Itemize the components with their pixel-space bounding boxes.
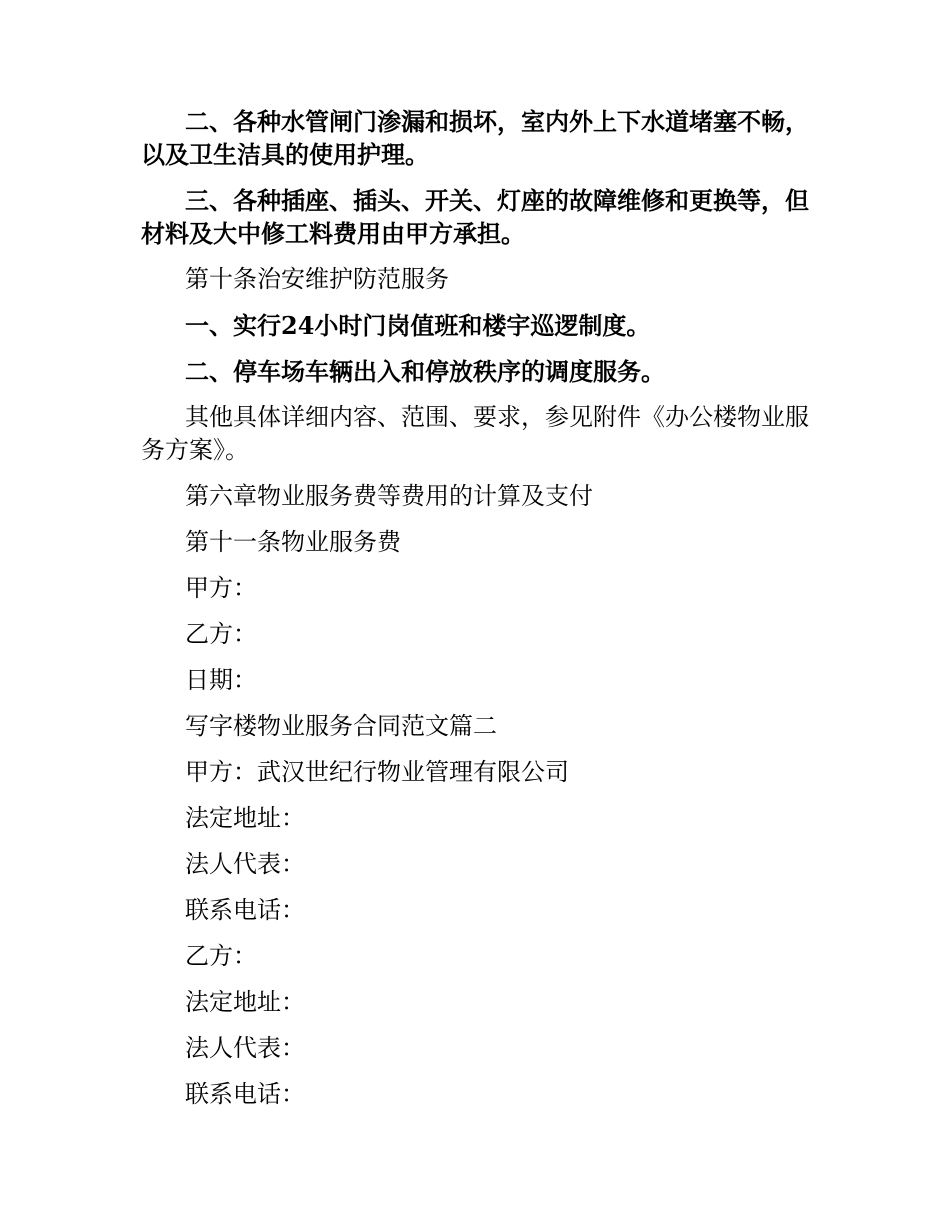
party-b-label: 乙方： (185, 942, 257, 970)
signature-party-b: 乙方： (185, 620, 257, 648)
paragraph-guard-duty: 一、实行24小时门岗值班和楼宇巡逻制度。 (185, 311, 651, 340)
party-a-legal-representative: 法人代表： (185, 850, 305, 878)
party-a-phone: 联系电话： (185, 896, 305, 924)
party-b-legal-address: 法定地址： (185, 988, 305, 1016)
section-title-sample-2: 写字楼物业服务合同范文篇二 (185, 712, 497, 740)
signature-date: 日期： (185, 666, 257, 694)
paragraph-other-details: 其他具体详细内容、范围、要求，参见附件《办公楼物业服务方案》。 (141, 403, 809, 464)
party-a-legal-address: 法定地址： (185, 804, 305, 832)
paragraph-water-pipes: 二、各种水管闸门渗漏和损坏，室内外上下水道堵塞不畅，以及卫生洁具的使用护理。 (141, 107, 809, 169)
paragraph-article-10-heading: 第十条治安维护防范服务 (185, 265, 449, 293)
party-b-phone: 联系电话： (185, 1080, 305, 1108)
paragraph-chapter-6-heading: 第六章物业服务费等费用的计算及支付 (185, 482, 593, 510)
paragraph-parking: 二、停车场车辆出入和停放秩序的调度服务。 (185, 357, 665, 386)
signature-party-a: 甲方： (185, 574, 257, 602)
paragraph-sockets: 三、各种插座、插头、开关、灯座的故障维修和更换等，但材料及大中修工料费用由甲方承担。 (141, 186, 809, 248)
party-b-legal-representative: 法人代表： (185, 1034, 305, 1062)
party-a-name: 甲方：武汉世纪行物业管理有限公司 (185, 758, 569, 786)
paragraph-article-11-heading: 第十一条物业服务费 (185, 528, 401, 556)
